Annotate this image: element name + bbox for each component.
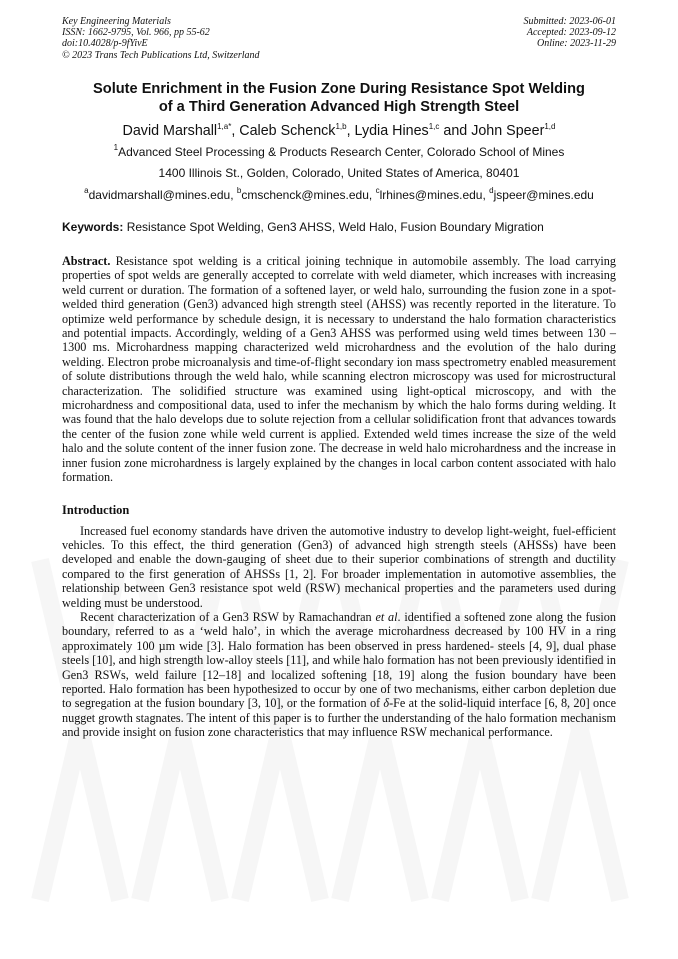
title-line: of a Third Generation Advanced High Strength Steel <box>158 99 520 115</box>
author-name: David Marshall <box>122 123 218 139</box>
author-emails <box>62 188 616 203</box>
author-separator: and <box>439 123 472 139</box>
author-name: Lydia Hines <box>354 123 429 139</box>
keywords-label: Keywords: <box>62 220 124 234</box>
paragraph-text: . identified a softened zone along the fusion boundary, referred to as a ‘weld halo’, in which the average microhardness decreased by 100 HV in a ring approximately 100 µm wide [3]. Halo formation has been observed in press hardened- steels [4, 9], dual phase steels [10], and high strength low-alloy steels [11], and while halo formation has not been previously identified in Gen3 RSWs, weld failure [12–18] and localized softening [18, 19] along the fusion boundary have been reported. Halo formation has been hypothesized to occur by one of two mechanisms, either carbon depletion due to segregation at the fusion boundary [3, 10], or the formation of <box>62 609 616 711</box>
paper-content <box>62 80 616 740</box>
email-link[interactable]: cmschenck@mines.edu <box>241 188 369 202</box>
affiliation-address: 1400 Illinois St., Golden, Colorado, United States of America, 80401 <box>158 166 520 180</box>
author-list <box>62 122 616 140</box>
italic-text: et al <box>375 609 398 624</box>
introduction-paragraph-2 <box>62 610 616 740</box>
title-line: Solute Enrichment in the Fusion Zone During Resistance Spot Welding <box>93 81 585 97</box>
journal-header <box>62 16 616 64</box>
date-accepted: Accepted: 2023-09-12 <box>526 27 616 39</box>
email-marker: a <box>84 186 89 195</box>
italic-symbol: δ <box>383 696 390 711</box>
email-marker: d <box>489 186 494 195</box>
paper-title <box>62 80 616 116</box>
affiliation-line <box>62 145 616 160</box>
affiliation-marker: 1 <box>113 143 119 152</box>
journal-name: Key Engineering Materials <box>62 16 171 27</box>
email-link[interactable]: lrhines@mines.edu <box>379 188 483 202</box>
date-submitted: Submitted: 2023-06-01 <box>523 16 616 27</box>
author-name: John Speer <box>471 123 545 139</box>
email-marker: b <box>236 186 242 195</box>
keywords <box>62 220 616 235</box>
journal-doi: doi:10.4028/p-9fYivE <box>62 38 148 50</box>
email-separator: , <box>368 188 376 202</box>
paragraph-text: Recent characterization of a Gen3 RSW by Ramachandran <box>80 609 376 624</box>
affiliation-institution: Advanced Steel Processing & Products Research Center, Colorado School of Mines <box>118 145 565 159</box>
author-affiliation-marker: 1,b <box>335 122 347 131</box>
author-affiliation-marker: 1,d <box>544 122 556 131</box>
author-separator: , <box>346 123 355 139</box>
author-affiliation-marker: 1,c <box>428 122 440 131</box>
email-link[interactable]: davidmarshall@mines.edu <box>88 188 231 202</box>
date-online: Online: 2023-11-29 <box>537 38 616 50</box>
author-name: Caleb Schenck <box>239 123 336 139</box>
affiliation <box>62 145 616 181</box>
abstract-label: Abstract. <box>62 254 111 268</box>
introduction-heading: Introduction <box>62 502 130 517</box>
email-separator: , <box>482 188 490 202</box>
journal-copyright: © 2023 Trans Tech Publications Ltd, Switzerland <box>62 49 260 61</box>
email-separator: , <box>230 188 237 202</box>
keywords-text: Resistance Spot Welding, Gen3 AHSS, Weld Halo, Fusion Boundary Migration <box>123 220 544 234</box>
email-link[interactable]: jspeer@mines.edu <box>493 188 594 202</box>
abstract-text: Resistance spot welding is a critical joining technique in automobile assembly. The load carrying properties of spot welds are generally accepted to correlate with weld diameter, which increases with increasing weld current or duration. The formation of a softened layer, or weld halo, surrounding the fusion zone in a spot-welded third generation (Gen3) advanced high strength steel (AHSS) was recently reported in the literature. To optimize weld performance by schedule design, it is necessary to understand the halo formation characteristics and potential impacts. Accordingly, welding of a Gen3 AHSS was performed using weld times between 130 – 1300 ms. Microhardness mapping characterized weld microhardness and the evolution of the halo during welding. Electron probe microanalysis and time-of-flight secondary ion mass spectrometry enabled measurement of solute distributions through the weld halo, while scanning electron microscopy was used for microstructural characterization. The solidified structure was examined using light-optical microscopy, and with the microhardness and compositional data, used to infer the mechanism by which the halo forms during welding. It was found that the halo develops due to solute rejection from a cellular solidification front that advances towards the center of the fusion zone while weld current is applied. Extended weld times increase the size of the weld halo and the solute content of the inner fusion zone. The decrease in weld halo microhardness and the increase in inner fusion zone microhardness is largely explained by the changes in local carbon content associated with halo formation. <box>62 254 616 485</box>
publication-dates <box>524 16 617 50</box>
email-marker: c <box>375 186 380 195</box>
journal-issn: ISSN: 1662-9795, Vol. 966, pp 55-62 <box>62 27 210 39</box>
journal-info <box>62 16 260 61</box>
paragraph-text: -Fe at the solid-liquid interface [6, 8, 20] once nugget growth stagnates. The intent of this paper is to further the understanding of the halo formation mechanism and provide insight on fusion zone characteristics that may influence RSW mechanical performance. <box>62 696 616 740</box>
author-separator: , <box>231 123 240 139</box>
introduction-paragraph-1: Increased fuel economy standards have driven the automotive industry to develop light-weight, fuel-efficient vehicles. To this effect, the third generation (Gen3) of advanced high strength steels (AHSSs) have been developed and enable the down-gauging of sheet due to their superior combinations of strength and ductility compared to the first generation of AHSSs [1, 2]. For broader implementation in automotive assemblies, the relationship between Gen3 resistance spot weld (RSW) mechanical properties and the parameters used during welding must be understood. <box>62 523 616 610</box>
author-affiliation-marker: 1,a* <box>217 122 232 131</box>
abstract <box>62 254 616 485</box>
